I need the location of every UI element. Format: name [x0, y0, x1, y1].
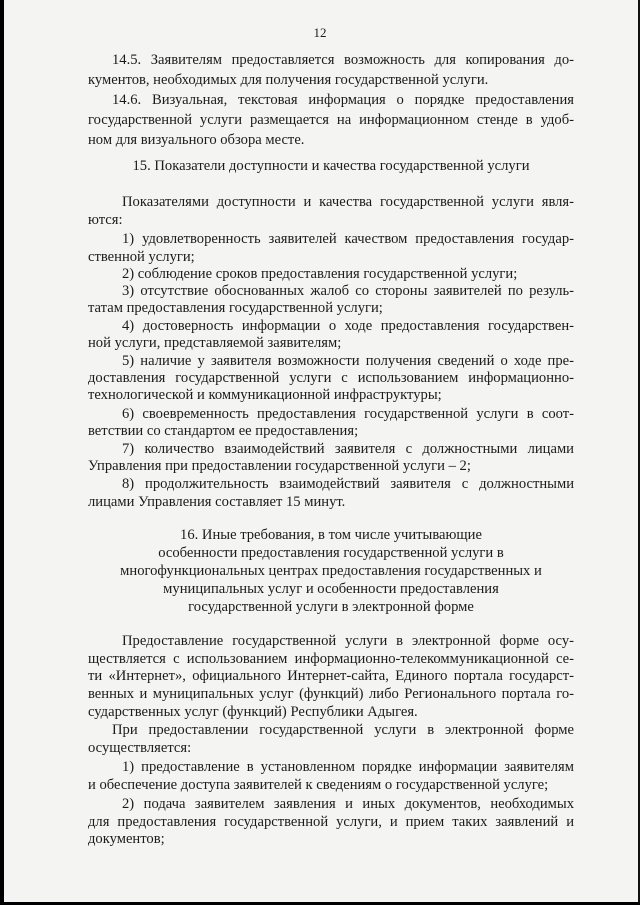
paragraph-14-5-line: кументов, необходимых для получения государственной услуги. [88, 72, 489, 88]
list-item-line: 4) достоверность информации о ходе предоставления государствен- [122, 318, 574, 334]
scan-edge-left [0, 0, 4, 905]
list-item-line: ной услуги, представляемой заявителям; [88, 335, 342, 351]
list-item-line: для предоставления государственной услуги, и прием таких заявлений и [88, 814, 574, 830]
section-16-heading-line: муниципальных услуг и особенности предоставления [163, 581, 499, 597]
list-item-line: 3) отсутствие обоснованных жалоб со стороны заявителей по резуль- [122, 283, 574, 299]
paragraph-14-6-line: государственной услуги размещается на информационном стенде в удоб- [88, 112, 574, 128]
list-item-line: ственной услуги; [88, 249, 195, 265]
list-item-line: 2) подача заявителем заявления и иных документов, необходимых [122, 796, 574, 812]
list-item-line: 1) предоставление в установленном порядке информации заявителям [122, 759, 574, 775]
list-item-line: документов; [88, 831, 165, 847]
page-number: 12 [313, 25, 327, 40]
section-16-paragraph-line: При предоставлении государственной услуги в электронной форме [112, 722, 574, 738]
list-item-line: 5) наличие у заявителя возможности получения сведений о ходе пре- [122, 353, 574, 369]
list-item-line: 2) соблюдение сроков предоставления государственной услуги; [122, 266, 518, 282]
list-item-line: 8) продолжительность взаимодействий заявителя с должностными [122, 476, 574, 492]
section-15-intro-line: Показателями доступности и качества государственной услуги явля- [122, 194, 574, 210]
list-item-line: технологической и коммуникационной инфраструктуры; [88, 387, 442, 403]
list-item-line: доставления государственной услуги с использованием информационно- [88, 370, 574, 386]
section-16-paragraph-line: сударственных услуг (функций) Республики Адыгея. [88, 704, 418, 720]
section-16-paragraph-line: ществляется с использованием информационно-телекоммуникационной се- [88, 651, 574, 667]
list-item-line: татам предоставления государственной услуги; [88, 300, 383, 316]
list-item-line: 1) удовлетворенность заявителей качеством предоставления государ- [122, 231, 574, 247]
section-16-paragraph-line: осуществляется: [88, 740, 192, 756]
list-item-line: и обеспечение доступа заявителей к сведениям о государственной услуге; [88, 777, 549, 793]
paragraph-14-6-line: 14.6. Визуальная, текстовая информация о порядке предоставления [112, 92, 574, 108]
list-item-line: 6) своевременность предоставления государственной услуги в соот- [122, 406, 574, 422]
section-16-heading-line: государственной услуги в электронной форме [188, 599, 474, 615]
section-16-heading-line: 16. Иные требования, в том числе учитывающие [180, 527, 482, 543]
section-16-heading-line: многофункциональных центрах предоставления государственных и [120, 563, 542, 579]
section-16-heading-line: особенности предоставления государственной услуги в [158, 545, 504, 561]
section-15-intro-line: ются: [88, 212, 123, 228]
list-item-line: лицами Управления составляет 15 минут. [88, 494, 346, 510]
list-item-line: 7) количество взаимодействий заявителя с должностными лицами [122, 441, 574, 457]
paragraph-14-5-line: 14.5. Заявителям предоставляется возможность для копирования до- [112, 52, 574, 68]
section-16-paragraph-line: Предоставление государственной услуги в электронной форме осу- [122, 633, 574, 649]
paragraph-14-6-line: ном для визуального обзора месте. [88, 132, 305, 148]
section-16-paragraph-line: венных и муниципальных услуг (функций) либо Регионального портала го- [88, 686, 574, 702]
list-item-line: ветствии со стандартом ее предоставления; [88, 423, 359, 439]
list-item-line: Управления при предоставлении государственной услуги – 2; [88, 458, 471, 474]
section-16-paragraph-line: ти «Интернет», официального Интернет-сайта, Единого портала государст- [88, 668, 574, 684]
section-15-heading: 15. Показатели доступности и качества государственной услуги [132, 158, 530, 174]
